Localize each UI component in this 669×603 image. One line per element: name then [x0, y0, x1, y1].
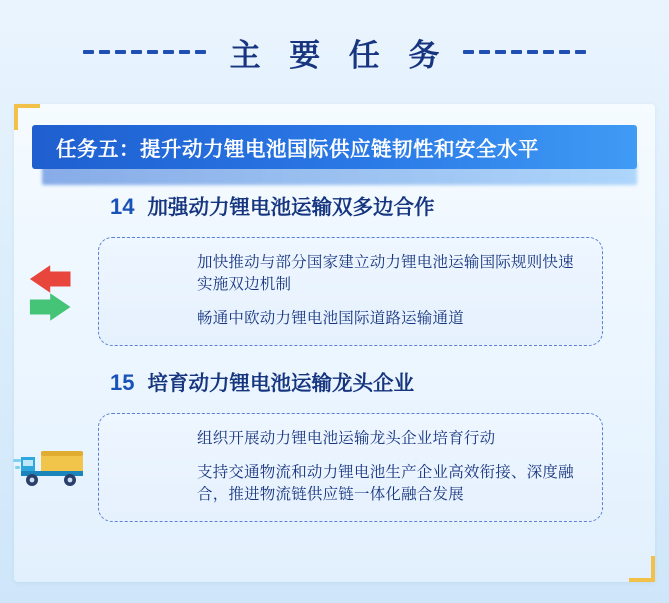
section-number: 14 [110, 194, 135, 219]
content-card [14, 104, 655, 582]
section-body [14, 237, 655, 346]
task-section-14 [14, 196, 655, 346]
section-number: 15 [110, 370, 135, 395]
task-banner-wrapper [32, 125, 637, 169]
bubble-item: 支持交通物流和动力锂电池生产企业高效衔接、深度融合，推进物流链供应链一体化融合发展 [197, 463, 574, 504]
two-arrows-icon [15, 256, 99, 326]
section-body [14, 413, 655, 522]
bubble-item: 组织开展动力锂电池运输龙头企业培育行动 [197, 429, 496, 447]
section-title: 培育动力锂电池运输龙头企业 [147, 372, 414, 395]
section-header [14, 196, 655, 219]
section-title: 加强动力锂电池运输双多边合作 [147, 196, 435, 219]
corner-accent-bottom-right [629, 556, 655, 582]
bubble-item: 加快推动与部分国家建立动力锂电池运输国际规则快速实施双边机制 [197, 253, 574, 293]
section-content-bubble [98, 413, 603, 522]
dash-decoration-right [463, 50, 586, 54]
section-content-bubble [98, 237, 603, 346]
task-banner [32, 125, 637, 169]
truck-icon [13, 433, 99, 501]
page-header [0, 0, 669, 104]
dash-decoration-left [83, 50, 206, 54]
task-banner-label: 任务五：提升动力锂电池国际供应链韧性和安全水平 [56, 138, 539, 161]
bubble-item: 畅通中欧动力锂电池国际道路运输通道 [197, 310, 464, 328]
task-section-15 [14, 372, 655, 522]
page-title: 主 要 任 务 [229, 37, 450, 73]
section-header [14, 372, 655, 395]
